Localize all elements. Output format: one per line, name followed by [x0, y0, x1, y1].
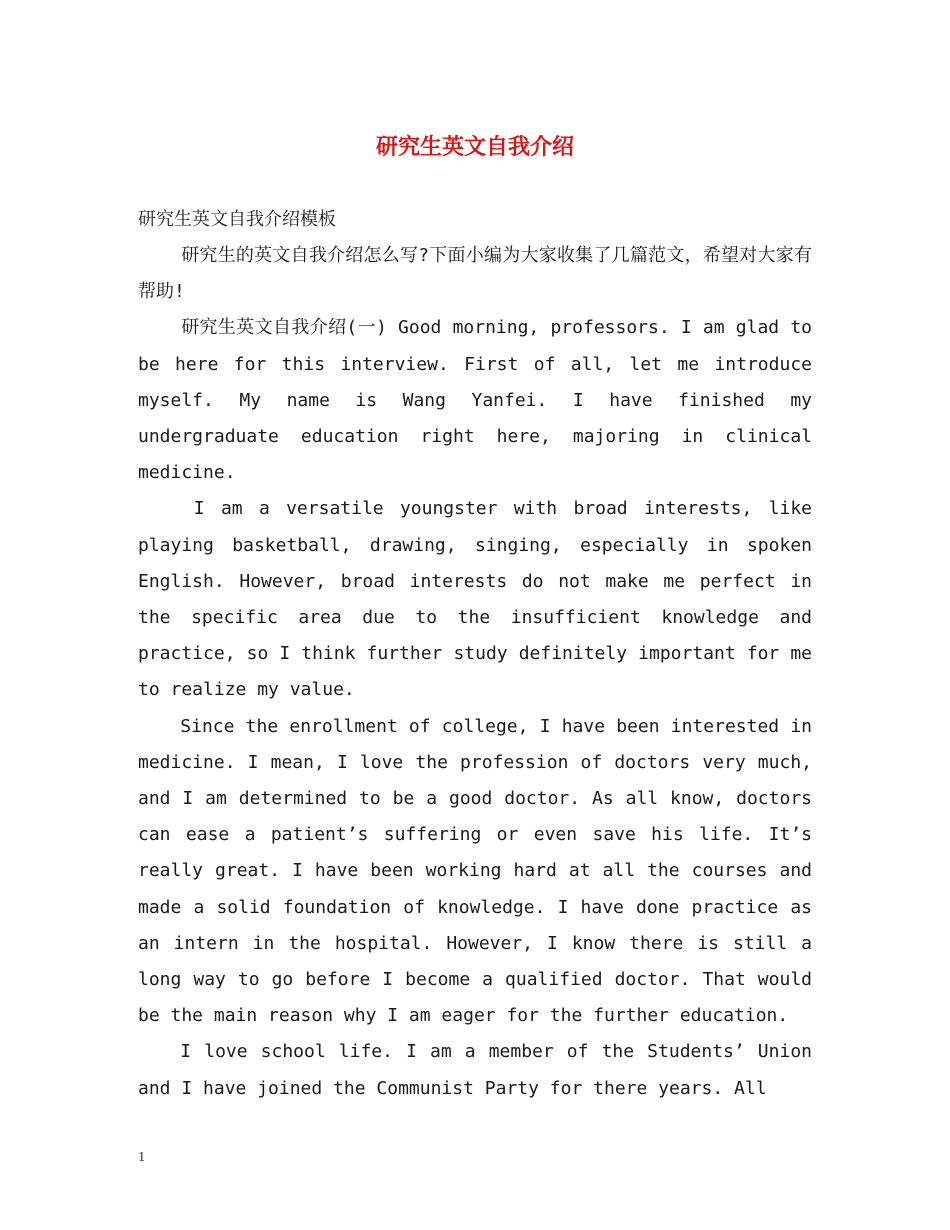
body-paragraph-2: I am a versatile youngster with broad interests, like playing basketball, drawing, singing, especially in spoken English. However, broad interests do not make me perfect in the specific area due to the insufficient knowledge and practice, so I think further study definitely important for me to realize my value.	[138, 498, 812, 701]
document-body	[138, 202, 812, 1107]
document-subheading: 研究生英文自我介绍模板	[138, 209, 336, 230]
intro-paragraph: 研究生的英文自我介绍怎么写?下面小编为大家收集了几篇范文，希望对大家有帮助!	[138, 245, 812, 303]
body-paragraph-4: I love school life. I am a member of the Students’ Union and I have joined the Communist Party for there years. All	[138, 1041, 812, 1099]
page-number: 1	[138, 1150, 146, 1164]
body-paragraph-3: Since the enrollment of college, I have been interested in medicine. I mean, I love the profession of doctors very much, and I am determined to be a good doctor. As all know, doctors can ease a patient’s suffering or even save his life. It’s really great. I have been working hard at all the courses and made a solid foundation of knowledge. I have done practice as an intern in the hospital. However, I know there is still a long way to go before I become a qualified doctor. That would be the main reason why I am eager for the further education.	[138, 715, 812, 1027]
document-title: 研究生英文自我介绍	[375, 134, 574, 160]
body-paragraph-1: 研究生英文自我介绍(一) Good morning, professors. I am glad to be here for this interview. First of all, let me introduce myself. My name is Wang Yanfei. I have finished my undergraduate education right here, majoring in clinical medicine.	[138, 317, 812, 484]
